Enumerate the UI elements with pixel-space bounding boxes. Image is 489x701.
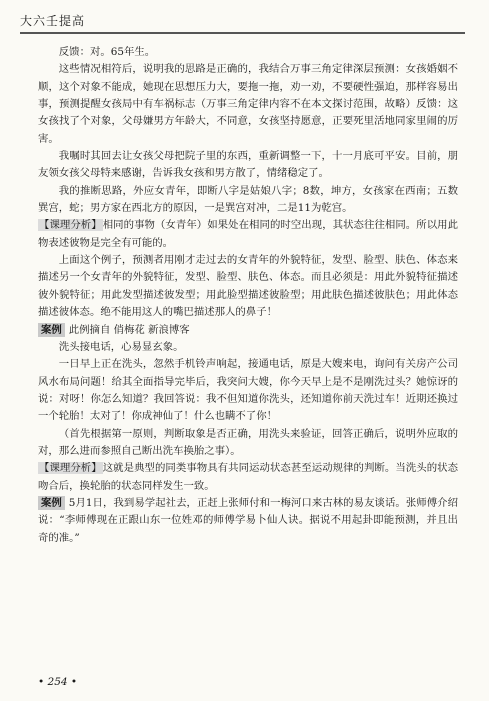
paragraph-analysis-1: 【课理分析】相同的事物（女青年）如果处在相同的时空出现，其状态往往相同。所以用此物表述彼物是完全有可能的。 — [38, 219, 459, 249]
book-title: 大六壬提高 — [20, 14, 86, 28]
case-tag: 案例 — [38, 323, 65, 337]
running-header — [20, 10, 465, 34]
paragraph-example-explanation: 上面这个例子，预测者用刚才走过去的女青年的外貌特征，发型、脸型、肤色、体态来描述另一个女青年的外貌特征，发型、脸型、肤色、体态。而且必须是：用此外貌特征描述彼外貌特征；用此发型描述彼发型；用此脸型描述彼脸型；用此肤色描述彼肤色；用此体态描述彼体态。绝不能用这人的嘴巴描述那人的鼻子！ — [38, 254, 458, 319]
page-number: • 254 • — [38, 676, 78, 688]
paragraph-case-story: 一日早上正在洗头，忽然手机铃声响起，接通电话，原是大嫂来电，询问有关房产公司风水布局问题！给其全面指导完毕后，我突问大嫂，你今天早上是不是刚洗过头？她惊讶的说：对呀！你怎么知道？我回答说：我不但知道你洗头，还知道你前天洗过车！近期还换过一个轮胎！太对了！你成神仙了！什么也瞒不了你！ — [38, 358, 458, 423]
paragraph-reasoning: 我的推断思路，外应女青年，即断八字是姑娘八字；8数，坤方，女孩家在西南；五数巽宫，蛇；男方家在西北方的原因，一是巽宫对冲，二是11为乾宫。 — [38, 184, 458, 215]
paragraph-case-note: （首先根据第一原则，判断取象是否正确，用洗头来验证，回答正确后，说明外应取的对，那么进而参照自己断出洗车换胎之事）。 — [38, 427, 458, 457]
analysis-label: 【课理分析】 — [39, 462, 102, 475]
paragraph-deep-prediction: 这些情况相符后，说明我的思路是正确的，我结合万事三角定律深层预测：女孩婚姻不顺，这个对象不能成，她现在思想压力大，要拖一拖，劝一劝，不要硬性强迫，那样容易出事，预测提醒女孩局中有车祸标志（万事三角定律内容不在本文探讨范围，故略）反馈：这女孩找了个对象，父母嫌男方年龄大，不同意，女孩坚持愿意，正要死里活地同家里闹的厉害。 — [38, 63, 458, 145]
paragraph-case-2: 案例 5月1日，我到易学起社去，正赶上张师付和一梅河口来古林的易友谈话。张师傅介绍说：“李师傅现在正跟山东一位姓邓的师傅学易卜仙人诀。据说不用起卦即能预测，并且出奇的准。” — [38, 496, 458, 544]
paragraph-feedback: 反馈：对。65年生。 — [58, 46, 156, 58]
paragraph-analysis-2: 【课理分析】这就是典型的同类事物具有共同运动状态甚至运动规律的判断。当洗头的状态吻合后，换轮胎的状态同样发生一致。 — [38, 462, 459, 492]
paragraph-outcome: 我嘱时其回去让女孩父母把院子里的东西，重新调整一下，十一月底可平安。目前，朋友领女孩父母特来感谢，告诉我女孩和男方散了，情绪稳定了。 — [38, 150, 458, 180]
paragraph-case-title: 洗头接电话，心易显玄象。 — [58, 340, 184, 353]
page-body — [38, 44, 458, 547]
case-tag: 案例 — [38, 496, 65, 510]
paragraph-case-source: 案例 此例摘自 俏梅花 新浪博客 — [38, 322, 458, 339]
analysis-label: 【课理分析】 — [39, 219, 102, 232]
